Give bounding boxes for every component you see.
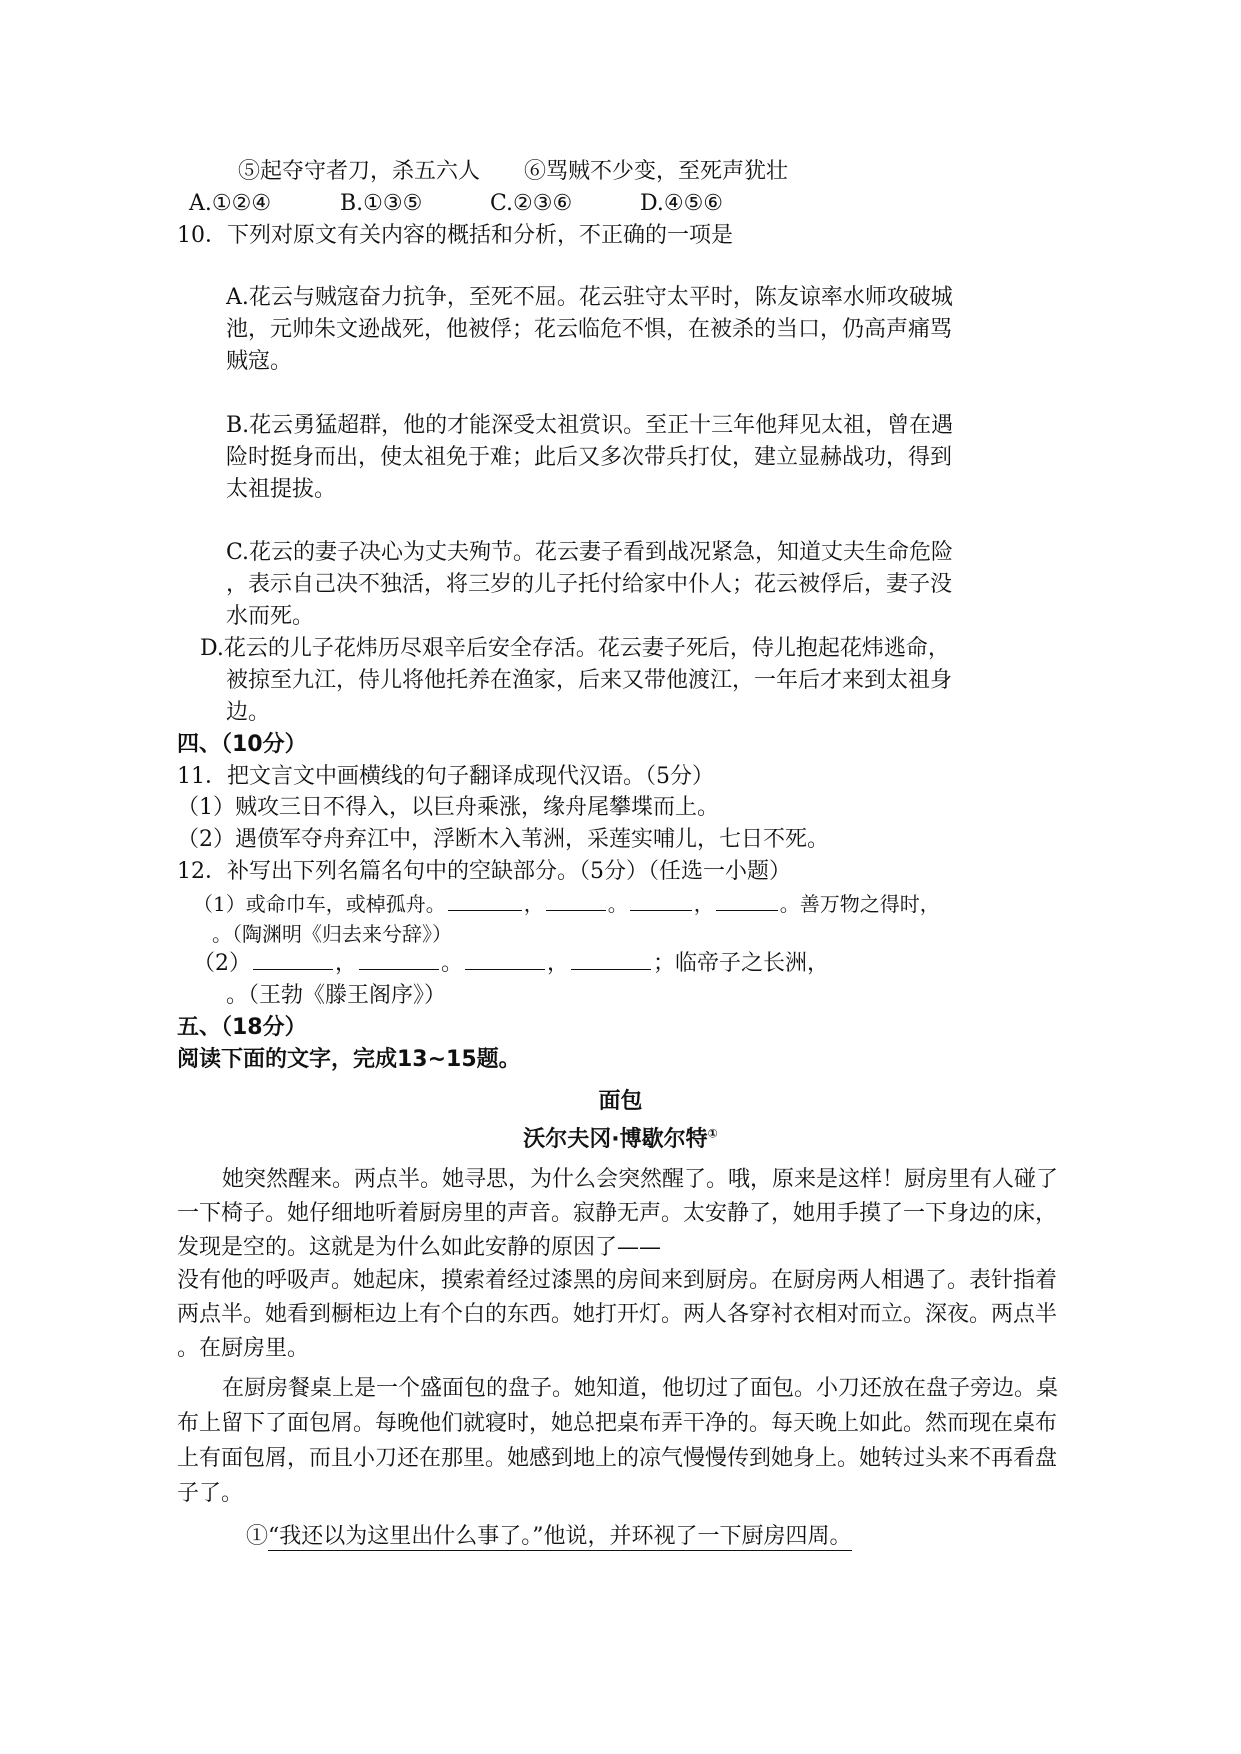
q12-blank-2 [546,890,606,911]
story-title: 面包 [598,1089,643,1114]
q10-option-a-line3: 贼寇。 [226,349,293,374]
q12-blank-6 [359,949,439,970]
story-p3-line1: 在厨房餐桌上是一个盛面包的盘子。她知道，他切过了面包。小刀还放在盘子旁边。桌 [222,1376,1059,1401]
q12-poem-2-end: ；临帝子之长洲， [653,951,830,976]
q12-poem-1-end: 。善万物之得时， [779,892,940,916]
story-p1-line3: 发现是空的。这就是为什么如此安静的原因了—— [177,1235,662,1260]
q10-option-b-line2: 险时挺身而出，使太祖免于难；此后又多次带兵打仗，建立显赫战功，得到 [226,445,953,470]
story-p2-line2: 两点半。她看到橱柜边上有个白的东西。她打开灯。两人各穿衬衣相对而立。深夜。两点半 [177,1302,1058,1327]
story-p4-mark: ① [246,1524,269,1549]
q12-poem-1-source: 。（陶渊明《归去来兮辞》） [212,922,452,946]
q11-sentence-1: （1）贼攻三日不得入，以巨舟乘涨，缘舟尾攀堞而上。 [177,795,719,820]
q10-option-a-line2: 池，元帅朱文逊战死，他被俘；花云临危不惧，在被杀的当口，仍高声痛骂 [226,317,953,342]
q12-blank-4 [716,890,778,911]
q12-blank-8 [571,949,651,970]
q12-blank-3 [630,890,692,911]
q10-option-b-line1: B.花云勇猛超群，他的才能深受太祖赏识。至正十三年他拜见太祖，曾在遇 [226,413,954,438]
q10-option-a-line1: A.花云与贼寇奋力抗争，至死不屈。花云驻守太平时，陈友谅率水师攻破城 [226,285,953,310]
q10-option-c-line2: ，表示自己决不独活，将三岁的儿子托付给家中仆人；花云被俘后，妻子没 [226,572,953,597]
q12-stem: 12．补写出下列名篇名句中的空缺部分。（5分）（任选一小题） [177,859,791,884]
story-p3-line2: 布上留下了面包屑。每晚他们就寝时，她总把桌布弄干净的。每天晚上如此。然而现在桌布 [177,1411,1058,1436]
story-p2-line1: 没有他的呼吸声。她起床，摸索着经过漆黑的房间来到厨房。在厨房两人相遇了。表针指着 [177,1268,1058,1293]
q9-items-line: ⑤起夺守者刀，杀五六人 ⑥骂贼不少变，至死声犹壮 [238,159,789,184]
q12-blank-1 [448,890,522,911]
story-p2-line3: 。在厨房里。 [177,1336,310,1361]
q9-option-d: D.④⑤⑥ [640,191,724,216]
q12-poem-1-start: （1）或命巾车，或棹孤舟。 [193,892,446,916]
section-five-heading: 五、（18分） [177,1015,307,1040]
q9-option-b: B.①③⑤ [340,191,423,216]
story-p3-line3: 上有面包屑，而且小刀还在那里。她感到地上的凉气慢慢传到她身上。她转过头来不再看盘 [177,1446,1058,1471]
q10-option-d-line2: 被掠至九江，侍儿将他托养在渔家，后来又带他渡江，一年后才来到太祖身 [226,668,953,693]
q11-stem: 11．把文言文中画横线的句子翻译成现代汉语。（5分） [177,764,714,789]
q10-option-d-line3: 边。 [226,700,271,725]
story-author-name: 沃尔夫冈·博歇尔特 [523,1127,708,1152]
story-p3-line4: 子了。 [177,1481,244,1506]
q11-sentence-2: （2）遇偾军夺舟弃江中，浮断木入苇洲，采莲实哺儿，七日不死。 [177,827,829,852]
q9-option-c: C.②③⑥ [490,191,573,216]
q9-option-a: A.①②④ [189,191,272,216]
q12-poem-2-line: （2） ， 。 ， ；临帝子之长洲， [193,951,830,976]
story-p1-line1: 她突然醒来。两点半。她寻思，为什么会突然醒了。哦，原来是这样！厨房里有人碰了 [222,1167,1059,1192]
section-four-heading: 四、（10分） [177,732,307,757]
story-p4-line [246,1521,852,1553]
q12-poem-1-line: （1）或命巾车，或棹孤舟。 ， 。 ， 。善万物之得时， [193,892,940,916]
q10-option-b-line3: 太祖提拔。 [226,477,337,502]
story-author-note: ① [707,1126,718,1141]
q12-poem-2-start: （2） [193,951,251,976]
story-author [0,1124,1241,1156]
reading-intro: 阅读下面的文字，完成13~15题。 [177,1047,521,1072]
q12-blank-7 [465,949,545,970]
q12-blank-5 [253,949,333,970]
q10-option-c-line1: C.花云的妻子决心为丈夫殉节。花云妻子看到战况紧急，知道丈夫生命危险 [226,540,954,565]
q12-poem-2-source: 。（王勃《滕王阁序》） [226,983,447,1008]
q10-stem: 10．下列对原文有关内容的概括和分析，不正确的一项是 [177,223,733,248]
story-p4-underlined-sentence: “我还以为这里出什么事了。”他说，并环视了一下厨房四周。 [268,1524,852,1549]
story-p1-line2: 一下椅子。她仔细地听着厨房里的声音。寂静无声。太安静了，她用手摸了一下身边的床， [177,1201,1058,1226]
q10-option-c-line3: 水而死。 [226,604,315,629]
q10-option-d-line1: D.花云的儿子花炜历尽艰辛后安全存活。花云妻子死后，侍儿抱起花炜逃命， [200,636,950,661]
